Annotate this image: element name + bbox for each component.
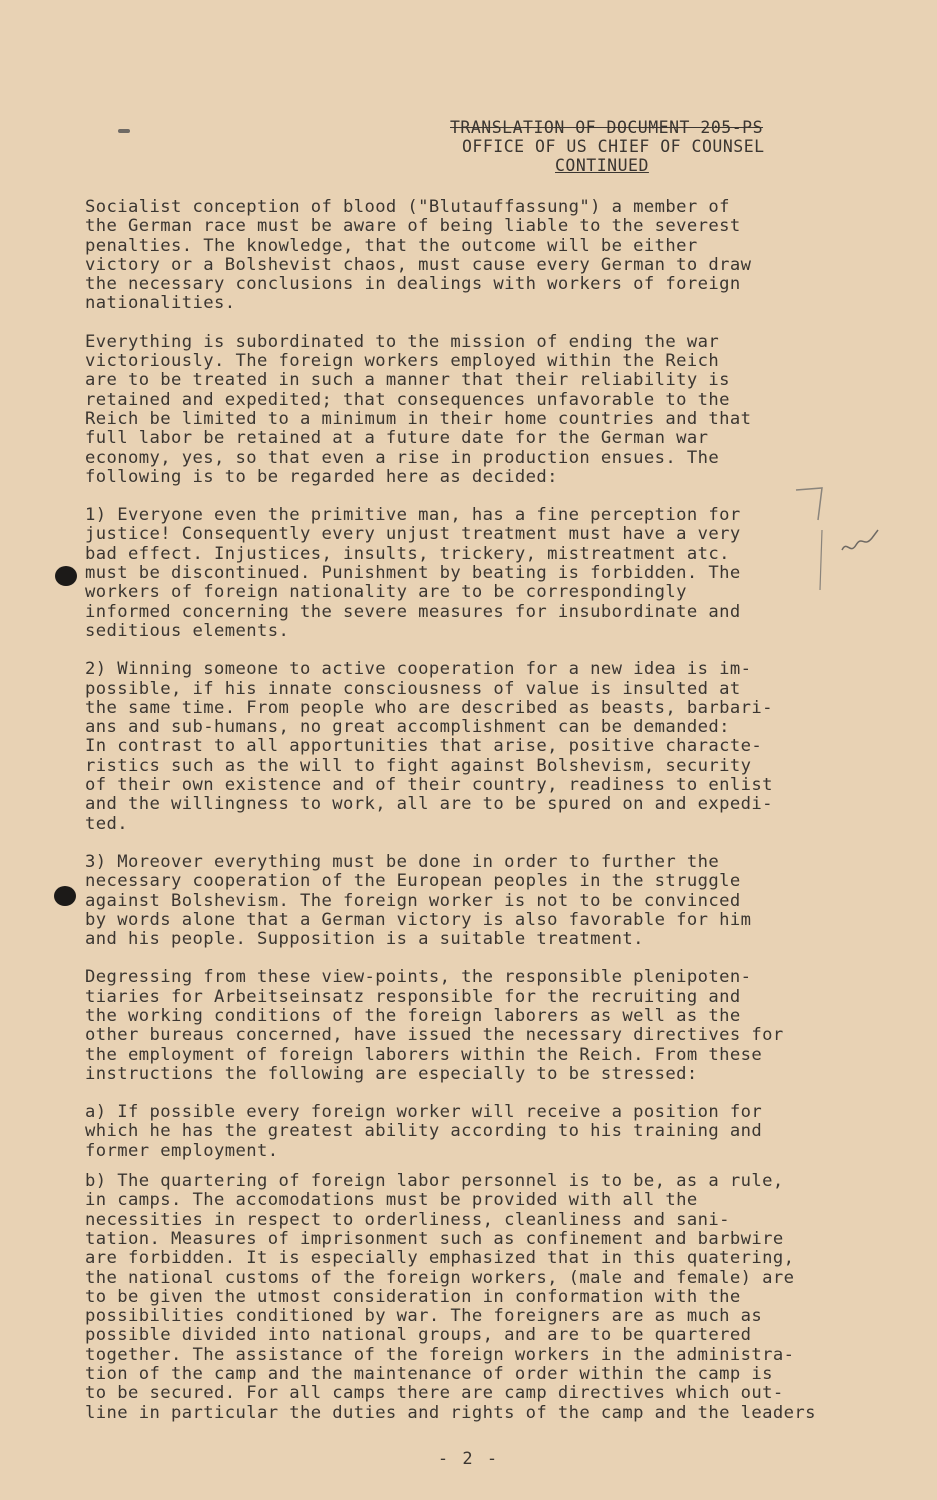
text-line: and his people. Supposition is a suitable treatment. [85, 929, 644, 950]
text-line: necessary cooperation of the European peoples in the struggle [85, 871, 741, 892]
text-line: the working conditions of the foreign laborers as well as the [85, 1005, 741, 1026]
page-number: - 2 - [437, 1449, 500, 1469]
text-line: instructions the following are especially to be stressed: [85, 1063, 698, 1084]
text-line: Socialist conception of blood ("Blutauffassung") a member of [85, 197, 730, 217]
text-line: possible, if his innate consciousness of value is insulted at [85, 678, 741, 699]
text-line: Degressing from these view-points, the responsible plenipoten- [85, 967, 752, 988]
paragraph-point-1 [85, 506, 885, 641]
text-line: which he has the greatest ability according to his training and [85, 1121, 763, 1142]
text-line: in camps. The accomodations must be provided with all the [85, 1190, 698, 1211]
text-line: retained and expedited; that consequences unfavorable to the [85, 389, 730, 410]
text-line: tation. Measures of imprisonment such as confinement and barbwire [85, 1228, 784, 1249]
text-line: following is to be regarded here as decided: [85, 466, 558, 487]
text-line: penalties. The knowledge, that the outcome will be either [85, 235, 698, 256]
text-line: to be secured. For all camps there are camp directives which out- [85, 1383, 784, 1404]
text-line: tiaries for Arbeitseinsatz responsible for the recruiting and [85, 986, 741, 1007]
punch-hole [54, 886, 76, 906]
paragraph-ending-war [85, 333, 885, 487]
paragraph-directives [85, 968, 885, 1084]
text-line: seditious elements. [85, 620, 290, 641]
text-line: 2) Winning someone to active cooperation for a new idea is im- [85, 659, 752, 680]
text-line: must be discontinued. Punishment by beating is forbidden. The [85, 563, 741, 584]
text-line: are forbidden. It is especially emphasized that in this quatering, [85, 1248, 795, 1269]
paragraph-point-3 [85, 853, 885, 949]
text-line: b) The quartering of foreign labor personnel is to be, as a rule, [85, 1171, 784, 1192]
text-line: full labor be retained at a future date for the German war [85, 428, 709, 449]
text-line: the necessary conclusions in dealings with workers of foreign [85, 274, 741, 295]
text-line: economy, yes, so that even a rise in production ensues. The [85, 447, 720, 468]
paragraph-point-2 [85, 660, 885, 834]
text-line: ans and sub-humans, no great accomplishment can be demanded: [85, 717, 730, 738]
punch-hole [55, 566, 77, 586]
text-line: victory or a Bolshevist chaos, must cause every German to draw [85, 254, 752, 275]
text-line: former employment. [85, 1140, 279, 1161]
text-line: Everything is subordinated to the mission of ending the war [85, 331, 720, 352]
document-body [85, 198, 885, 1442]
text-line: ted. [85, 813, 128, 834]
text-line: bad effect. Injustices, insults, trickery, mistreatment atc. [85, 543, 730, 564]
text-line: the German race must be aware of being liable to the severest [85, 216, 741, 237]
text-line: informed concerning the severe measures for insubordinate and [85, 601, 741, 622]
text-line: a) If possible every foreign worker will receive a position for [85, 1102, 763, 1123]
text-line: victoriously. The foreign workers employed within the Reich [85, 351, 720, 372]
text-line: tion of the camp and the maintenance of order within the camp is [85, 1364, 773, 1385]
text-line: against Bolshevism. The foreign worker is not to be convinced [85, 890, 741, 911]
text-line: the same time. From people who are described as beasts, barbari- [85, 697, 773, 718]
text-line: possibilities conditioned by war. The foreigners are as much as [85, 1306, 763, 1327]
text-line: other bureaus concerned, have issued the necessary directives for [85, 1025, 784, 1046]
text-line: of their own existence and of their country, readiness to enlist [85, 775, 773, 796]
text-line: and the willingness to work, all are to be spured on and expedi- [85, 794, 773, 815]
text-line: the employment of foreign laborers within the Reich. From these [85, 1044, 763, 1065]
text-line: Reich be limited to a minimum in their home countries and that [85, 408, 752, 429]
text-line: by words alone that a German victory is also favorable for him [85, 909, 752, 930]
paragraph-point-a [85, 1103, 885, 1161]
text-line: together. The assistance of the foreign workers in the administra- [85, 1344, 795, 1365]
text-line: to be given the utmost consideration in conformation with the [85, 1286, 741, 1307]
paragraph-point-b [85, 1172, 885, 1423]
stray-mark [118, 129, 130, 133]
document-header [450, 118, 850, 175]
paragraph-blood-conception [85, 198, 885, 314]
text-line: 3) Moreover everything must be done in order to further the [85, 851, 720, 872]
text-line: justice! Consequently every unjust treatment must have a very [85, 524, 741, 545]
text-line: necessities in respect to orderliness, cleanliness and sani- [85, 1209, 730, 1230]
text-line: possible divided into national groups, and are to be quartered [85, 1325, 752, 1346]
header-office-line: OFFICE OF US CHIEF OF COUNSEL [462, 137, 765, 156]
text-line: workers of foreign nationality are to be correspondingly [85, 582, 687, 603]
text-line: are to be treated in such a manner that their reliability is [85, 370, 730, 391]
header-translation-line: TRANSLATION OF DOCUMENT 205-PS [450, 118, 764, 137]
text-line: In contrast to all apportunities that arise, positive characte- [85, 736, 763, 757]
text-line: 1) Everyone even the primitive man, has a fine perception for [85, 505, 741, 526]
text-line: the national customs of the foreign workers, (male and female) are [85, 1267, 795, 1288]
text-line: nationalities. [85, 293, 236, 314]
header-continued-line: CONTINUED [555, 156, 649, 175]
text-line: ristics such as the will to fight against Bolshevism, security [85, 755, 752, 776]
margin-annotation-mark [792, 480, 882, 600]
text-line: line in particular the duties and rights of the camp and the leaders [85, 1402, 816, 1423]
